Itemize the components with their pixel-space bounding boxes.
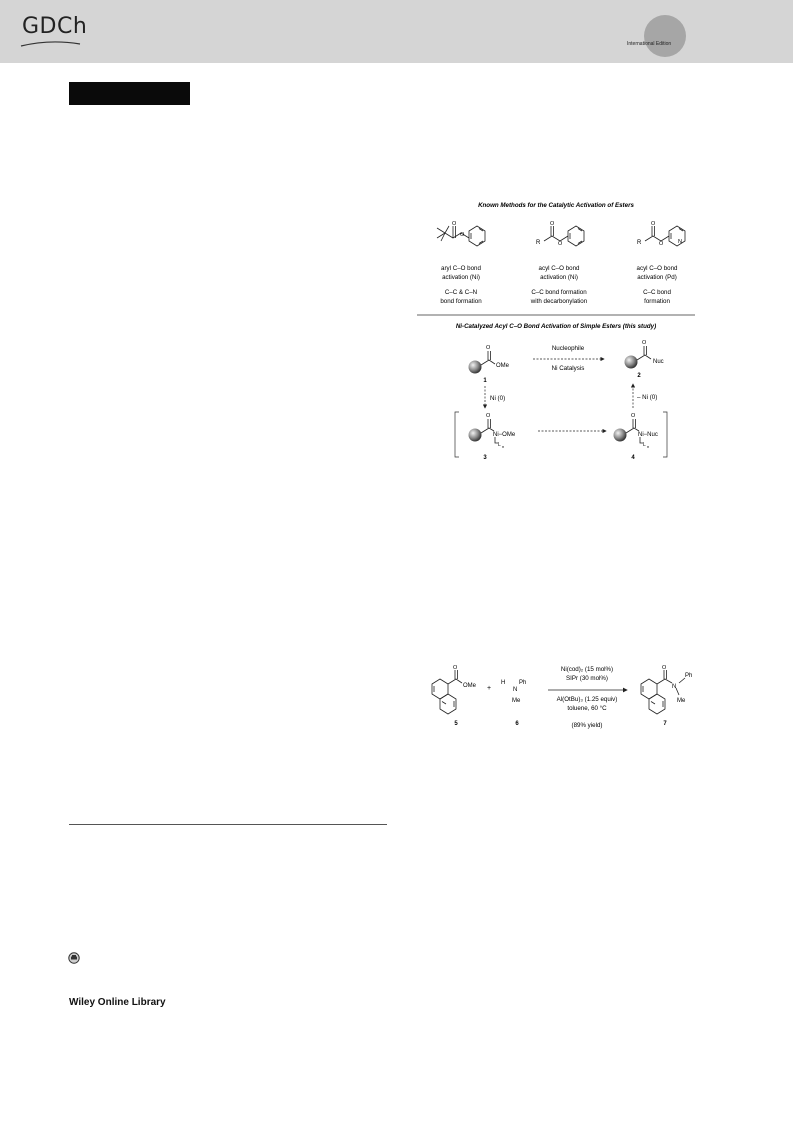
svg-text:O: O: [662, 665, 667, 671]
method1-caption: aryl C–O bond: [441, 265, 481, 272]
svg-text:n: n: [647, 444, 650, 449]
svg-text:O: O: [452, 221, 457, 227]
svg-text:activation (Pd): activation (Pd): [637, 274, 677, 281]
scheme-ester-activation: [417, 198, 695, 463]
svg-text:7: 7: [663, 721, 667, 727]
substrate-sphere-icon: [469, 361, 482, 374]
svg-text:L: L: [498, 442, 501, 448]
svg-text:– Ni (0): – Ni (0): [637, 394, 658, 401]
svg-text:Ni Catalysis: Ni Catalysis: [551, 365, 585, 372]
svg-text:formation: formation: [644, 298, 670, 305]
svg-text:Al(OtBu)₃ (1.25 equiv): Al(OtBu)₃ (1.25 equiv): [556, 696, 618, 703]
svg-text:Me: Me: [677, 698, 686, 704]
gdch-logo: GDCh: [22, 14, 88, 39]
svg-text:Ni−Nuc: Ni−Nuc: [638, 432, 658, 438]
svg-text:2: 2: [637, 373, 641, 379]
methyl-naphthoate-structure: [432, 670, 462, 714]
svg-text:Me: Me: [512, 698, 521, 704]
svg-text:N: N: [672, 684, 677, 690]
svg-text:+: +: [486, 685, 492, 692]
svg-text:3: 3: [483, 455, 487, 461]
svg-text:O: O: [558, 241, 563, 247]
svg-text:with decarbonylation: with decarbonylation: [530, 298, 588, 305]
this-study-title: Ni-Catalyzed Acyl C–O Bond Activation of Simple Esters (this study): [455, 323, 657, 330]
method2-caption: acyl C–O bond: [538, 265, 580, 272]
svg-text:Ni (0): Ni (0): [490, 395, 506, 402]
svg-text:O: O: [550, 221, 555, 227]
svg-text:SIPr (30 mol%): SIPr (30 mol%): [566, 675, 608, 682]
svg-text:O: O: [631, 413, 636, 419]
intermediate-bracket-left: [455, 412, 459, 457]
wiley-online-library-logo: Wiley Online Library: [69, 997, 166, 1008]
naphthamide-product-structure: [641, 670, 685, 714]
svg-text:O: O: [486, 413, 491, 419]
svg-text:C–C bond: C–C bond: [643, 289, 671, 296]
svg-text:Ni−OMe: Ni−OMe: [493, 432, 516, 438]
svg-text:N: N: [678, 239, 682, 245]
svg-text:R: R: [536, 240, 541, 246]
amidation-reaction-scheme: [417, 663, 717, 743]
svg-text:6: 6: [515, 721, 519, 727]
svg-text:L: L: [643, 442, 646, 448]
svg-text:O: O: [460, 232, 465, 238]
svg-text:N: N: [513, 687, 518, 693]
svg-text:Nucleophile: Nucleophile: [551, 345, 585, 352]
svg-text:n: n: [502, 444, 505, 449]
intermediate-bracket-right: [663, 412, 667, 457]
section-bar: [69, 82, 190, 105]
logo-swoosh-icon: [20, 40, 82, 48]
svg-text:toluene, 60 °C: toluene, 60 °C: [567, 705, 607, 712]
footnote-divider: [69, 824, 387, 825]
svg-text:4: 4: [631, 455, 635, 461]
svg-text:(89% yield): (89% yield): [571, 722, 603, 729]
svg-text:O: O: [453, 665, 458, 671]
svg-text:H: H: [501, 680, 506, 686]
svg-text:O: O: [642, 340, 647, 346]
acyl-phenyl-ester-structure: [544, 226, 584, 246]
svg-text:OMe: OMe: [496, 363, 510, 369]
svg-text:activation (Ni): activation (Ni): [442, 274, 480, 281]
svg-text:Ph: Ph: [519, 680, 527, 686]
product-sphere-icon: [625, 356, 638, 369]
svg-text:O: O: [651, 221, 656, 227]
svg-text:C–C & C–N: C–C & C–N: [444, 289, 478, 296]
edition-circle-icon: [644, 15, 686, 57]
svg-text:5: 5: [454, 721, 458, 727]
svg-text:O: O: [659, 241, 664, 247]
journal-header: [0, 0, 793, 63]
svg-text:R: R: [637, 240, 642, 246]
intermediate4-sphere-icon: [614, 429, 627, 442]
svg-text:1: 1: [483, 378, 487, 384]
svg-text:OMe: OMe: [463, 683, 477, 689]
svg-text:bond formation: bond formation: [440, 298, 482, 305]
edition-label: International Edition: [627, 41, 672, 47]
supporting-info-icon[interactable]: [68, 952, 80, 964]
known-methods-title: Known Methods for the Catalytic Activation of Esters: [478, 202, 634, 209]
svg-text:Ph: Ph: [685, 673, 693, 679]
svg-text:Nuc: Nuc: [653, 359, 664, 365]
method3-caption: acyl C–O bond: [636, 265, 678, 272]
svg-text:Ni(cod)₂ (15 mol%): Ni(cod)₂ (15 mol%): [560, 666, 614, 673]
svg-text:C–C bond formation: C–C bond formation: [531, 289, 587, 296]
svg-text:activation (Ni): activation (Ni): [540, 274, 578, 281]
svg-text:O: O: [486, 345, 491, 351]
intermediate3-sphere-icon: [469, 429, 482, 442]
